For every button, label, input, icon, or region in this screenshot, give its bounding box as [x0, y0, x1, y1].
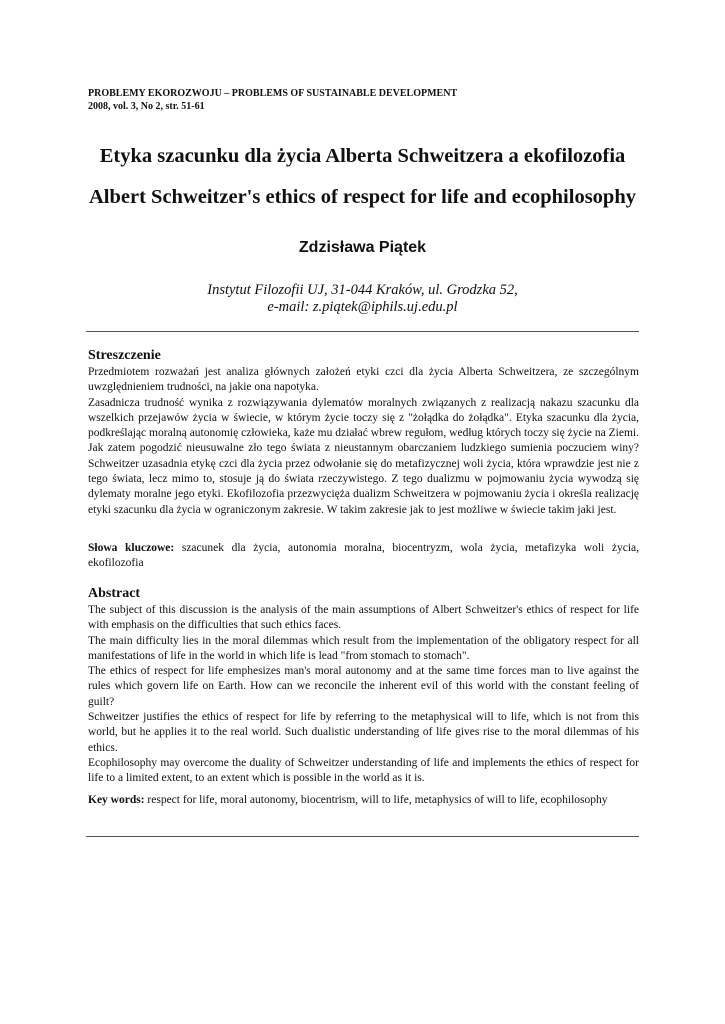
divider-bottom	[86, 836, 639, 837]
keywords-pl-text: szacunek dla życia, autonomia moralna, biocentryzm, wola życia, metafizyka woli życia, ekofilozofia	[88, 542, 640, 570]
affiliation-email: e-mail: z.piątek@iphils.uj.edu.pl	[267, 299, 458, 315]
streszczenie-heading: Streszczenie	[88, 348, 161, 363]
journal-header	[88, 87, 457, 113]
abstract-paragraph: The main difficulty lies in the moral dilemmas which result from the implementation of the obligatory respect for all manifestations of life in the world in which life is lead "from stomach to stomach".	[88, 634, 639, 662]
divider-top	[86, 331, 639, 332]
affiliation-address: Instytut Filozofii UJ, 31-044 Kraków, ul. Grodzka 52,	[207, 282, 518, 298]
journal-issue: 2008, vol. 3, No 2, str. 51-61	[88, 101, 205, 112]
title-polish: Etyka szacunku dla życia Alberta Schweitzera a ekofilozofia	[99, 145, 626, 167]
streszczenie-paragraph: Zasadnicza trudność wynika z rozwiązywania dylematów moralnych związanych z realizacją nakazu szacunku dla wszelkich przejawów życia w świecie, w którym życie toczy się z "żołądka do żołądka". Etyka szacunku dla życia, podkreślając moralną autonomię człowieka, każe mu działać wbrew regułom, według których toczy się życie na Ziemi. Jak zatem pogodzić nieusuwalne zło tego świata z nieustannym obarczaniem ludzkiego sumienia poczuciem winy? Schweitzer uzasadnia etykę czci dla życia przez odwołanie się do metafizycznej woli życia, która wprawdzie jest nie z tego świata, lecz mimo to, stosuje ją do świata rzeczywistego. Z tego dualizmu w pojmowaniu życia wywodzą się dylematy moralne jego etyki. Ekofilozofia przezwycięża dualizm Schweitzera w pojmowaniu życia i określa realizację etyki szacunku dla życia w ograniczonym zakresie. W takim zakresie jak to jest możliwe w świecie takim jaki jest.	[88, 396, 639, 516]
streszczenie-paragraph: Przedmiotem rozważań jest analiza głównych założeń etyki czci dla życia Alberta Schweitzera, ze szczególnym uwzględnieniem trudności, na jakie ona napotyka.	[88, 366, 639, 394]
author-affiliation	[0, 282, 725, 316]
title-english: Albert Schweitzer's ethics of respect for life and ecophilosophy	[89, 186, 636, 208]
author-name: Zdzisława Piątek	[298, 239, 427, 256]
abstract-paragraph: Ecophilosophy may overcome the duality of Schweitzer understanding of life and implements the ethics of respect for life to a limited extent, to an extent which is possible in the world as it is.	[88, 756, 639, 785]
abstract-heading: Abstract	[88, 586, 141, 601]
keywords-pl	[88, 541, 639, 572]
keywords-en	[88, 793, 639, 808]
keywords-en-text: respect for life, moral autonomy, biocentrism, will to life, metaphysics of will to life, ecophilosophy	[144, 794, 608, 806]
abstract-paragraph: The subject of this discussion is the analysis of the main assumptions of Albert Schweitzer's ethics of respect for life with emphasis on the difficulties that such ethics faces.	[88, 604, 639, 632]
abstract-paragraph: The ethics of respect for life emphesizes man's moral autonomy and at the same time forces man to live against the rules which govern life on Earth. How can we reconcile the inherent evil of this world with the constant feeling of guilt?	[88, 665, 639, 708]
journal-name: PROBLEMY EKOROZWOJU – PROBLEMS OF SUSTAINABLE DEVELOPMENT	[88, 88, 458, 99]
keywords-en-label: Key words:	[88, 794, 145, 806]
abstract-section	[88, 585, 639, 787]
streszczenie-section	[88, 347, 639, 518]
abstract-paragraph: Schweitzer justifies the ethics of respect for life by referring to the metaphysical will to life, which is not from this world, but he applies it to the real world. Such dualistic understanding of life gives rise to the moral dilemmas of his ethics.	[88, 711, 639, 754]
keywords-pl-label: Słowa kluczowe:	[88, 542, 175, 554]
